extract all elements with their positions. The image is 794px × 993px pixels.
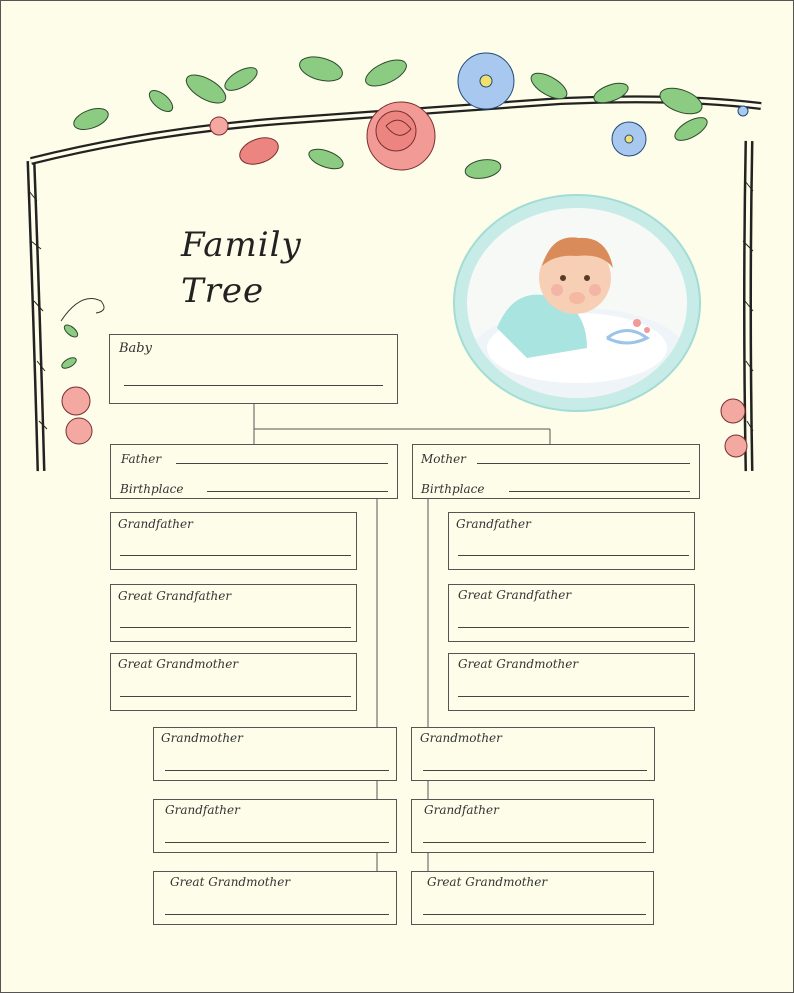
maternal-lower-grandfather-box [411, 799, 654, 853]
baby-portrait [467, 208, 687, 398]
mother-label: Mother [421, 452, 466, 466]
ancestor-label: Grandmother [420, 731, 502, 745]
baby-box [109, 334, 398, 404]
maternal-grandmother-box [411, 727, 655, 781]
father-label: Father [121, 452, 162, 466]
sleeping-baby-icon [467, 208, 687, 398]
ancestor-label: Great Grandfather [118, 589, 232, 603]
father-birthplace-line[interactable] [207, 491, 388, 492]
maternal-lower-great-grandmother-box [411, 871, 654, 925]
ancestor-name-line[interactable] [458, 696, 689, 697]
father-box [110, 444, 398, 499]
paternal-lower-grandfather-box [153, 799, 397, 853]
ancestor-name-line[interactable] [120, 627, 351, 628]
ancestor-name-line[interactable] [120, 555, 351, 556]
ancestor-label: Great Grandfather [458, 588, 572, 602]
baby-label: Baby [119, 341, 152, 356]
ancestor-name-line[interactable] [458, 627, 689, 628]
paternal-great-grandfather-box [110, 584, 357, 642]
ancestor-name-line[interactable] [423, 914, 646, 915]
tendril [61, 299, 104, 322]
ancestor-label: Great Grandmother [458, 657, 579, 671]
page-title-line2: Tree [181, 271, 265, 311]
maternal-great-grandmother-box [448, 653, 695, 711]
ancestor-label: Great Grandmother [170, 875, 291, 889]
maternal-great-grandfather-box [448, 584, 695, 642]
paternal-grandfather-box [110, 512, 357, 570]
ancestor-label: Grandfather [456, 517, 531, 531]
ancestor-name-line[interactable] [423, 770, 647, 771]
right-branch-post [743, 141, 753, 471]
maternal-grandfather-box [448, 512, 695, 570]
mother-name-line[interactable] [477, 463, 690, 464]
ancestor-name-line[interactable] [423, 842, 646, 843]
page-title-line1: Family [181, 225, 302, 265]
paternal-grandmother-box [153, 727, 397, 781]
baby-portrait-frame [453, 194, 701, 412]
ancestor-name-line[interactable] [165, 842, 389, 843]
ancestor-label: Grandfather [165, 803, 240, 817]
ancestor-label: Grandfather [424, 803, 499, 817]
paternal-great-grandmother-box [110, 653, 357, 711]
ancestor-name-line[interactable] [120, 696, 351, 697]
mother-birthplace-label: Birthplace [421, 482, 485, 496]
ancestor-name-line[interactable] [458, 555, 689, 556]
ancestor-name-line[interactable] [165, 770, 389, 771]
ancestor-name-line[interactable] [165, 914, 389, 915]
ancestor-label: Grandmother [161, 731, 243, 745]
baby-name-line[interactable] [124, 385, 383, 386]
father-birthplace-label: Birthplace [120, 482, 184, 496]
mother-box [412, 444, 700, 499]
paternal-lower-great-grandmother-box [153, 871, 397, 925]
father-name-line[interactable] [176, 463, 388, 464]
ancestor-label: Grandfather [118, 517, 193, 531]
ancestor-label: Great Grandmother [118, 657, 239, 671]
left-branch-post [29, 161, 47, 471]
mother-birthplace-line[interactable] [509, 491, 690, 492]
ancestor-label: Great Grandmother [427, 875, 548, 889]
